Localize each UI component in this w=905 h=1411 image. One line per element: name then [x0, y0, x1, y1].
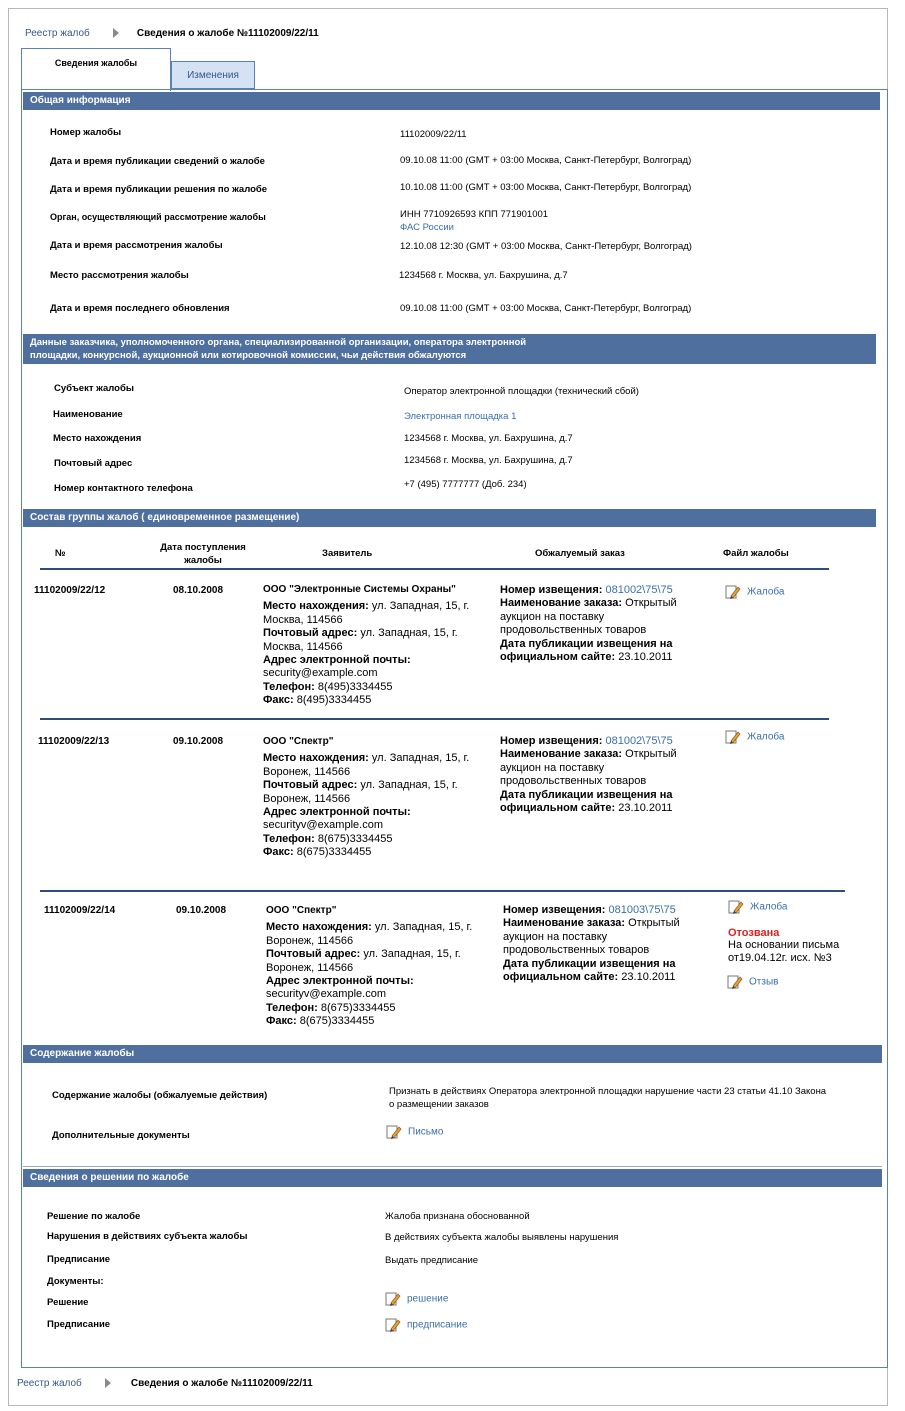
- order-pub-date-label: Дата публикации извещения на официальном сайте:: [503, 957, 676, 984]
- order-pub-date-label: Дата публикации извещения на официальном сайте:: [500, 788, 673, 815]
- pencil-document-icon: [725, 729, 741, 745]
- applicant-phone-label: Телефон:: [263, 680, 315, 693]
- order-pub-date: 23.10.2011: [618, 651, 673, 664]
- triangle-right-icon: [113, 28, 119, 38]
- value-complaint-number: 11102009/22/11: [400, 129, 467, 140]
- order-notice-link[interactable]: 081002\75\75: [605, 735, 673, 747]
- applicant-postal-label: Почтовый адрес:: [266, 948, 361, 961]
- decision-doc-file[interactable]: [385, 1291, 448, 1307]
- column-header-number: №: [55, 548, 66, 559]
- section-header-customer: [23, 334, 876, 364]
- applicant-location-label: Место нахождения:: [266, 921, 372, 934]
- applicant-location-label: Место нахождения:: [263, 600, 369, 613]
- decision-doc-link[interactable]: решение: [407, 1293, 449, 1305]
- breadcrumb-current: Сведения о жалобе №11102009/22/11: [136, 28, 319, 39]
- order-pub-date: 23.10.2011: [621, 971, 676, 984]
- order-notice-link[interactable]: 081002\75\75: [605, 584, 673, 596]
- row-applicant: [263, 735, 488, 860]
- applicant-postal: ул. Западная, 15, г. Воронеж, 114566: [266, 948, 461, 974]
- applicant-location-label: Место нахождения:: [263, 752, 369, 765]
- applicant-phone-label: Телефон:: [263, 832, 315, 845]
- order-notice-label: Номер извещения:: [500, 584, 603, 596]
- breadcrumb-registry-link[interactable]: Реестр жалоб: [17, 1378, 82, 1389]
- order-notice-label: Номер извещения:: [503, 904, 606, 916]
- breadcrumb-top: [25, 28, 319, 39]
- row-applicant: [263, 583, 488, 708]
- value-review-place: 1234568 г. Москва, ул. Бахрушина, д.7: [399, 270, 568, 281]
- status-withdrawn: Отозвана: [728, 927, 780, 939]
- applicant-postal-label: Почтовый адрес:: [263, 627, 358, 640]
- order-name-label: Наименование заказа:: [500, 597, 623, 610]
- row-date: 09.10.2008: [176, 905, 227, 916]
- value-decision: Жалоба признана обоснованной: [385, 1211, 530, 1222]
- order-pub-date: 23.10.2011: [618, 802, 673, 815]
- complaint-file[interactable]: [728, 899, 787, 915]
- section-divider: [23, 1166, 882, 1167]
- label-decision-doc: Решение: [47, 1297, 89, 1308]
- applicant-fax: 8(495)3334455: [296, 694, 372, 707]
- applicant-fax: 8(675)3334455: [299, 1015, 375, 1028]
- column-header-applicant: Заявитель: [322, 548, 373, 559]
- applicant-postal: ул. Западная, 15, г. Москва, 114566: [263, 627, 458, 653]
- label-location: Место нахождения: [53, 433, 142, 444]
- order-notice-label: Номер извещения:: [500, 735, 603, 747]
- value-last-update: 09.10.08 11:00 (GMT + 03:00 Москва, Санкт-Петербург, Волгоград): [400, 303, 692, 314]
- section-header-group: Состав группы жалоб ( единовременное размещение): [23, 509, 876, 527]
- link-electronic-platform[interactable]: Электронная площадка 1: [404, 411, 517, 422]
- value-prescription: Выдать предписание: [385, 1255, 479, 1266]
- order-name: Открытый аукцион на поставку продовольственных товаров: [500, 597, 677, 637]
- row-order: [503, 904, 703, 984]
- label-name: Наименование: [53, 409, 123, 420]
- row-number: 11102009/22/13: [38, 736, 110, 747]
- row-order: [500, 584, 700, 664]
- complaint-file[interactable]: [725, 729, 784, 745]
- section-header-general: Общая информация: [23, 92, 880, 110]
- applicant-email-label: Адрес электронной почты:: [263, 654, 411, 667]
- complaint-file-link[interactable]: Жалоба: [750, 901, 788, 913]
- pencil-document-icon: [386, 1124, 402, 1140]
- column-header-date-line2: жалобы: [184, 555, 222, 566]
- applicant-postal: ул. Западная, 15, г. Воронеж, 114566: [263, 779, 458, 805]
- order-name: Открытый аукцион на поставку продовольственных товаров: [503, 917, 680, 957]
- pencil-document-icon: [725, 584, 741, 600]
- column-header-date: [150, 541, 256, 567]
- applicant-postal-label: Почтовый адрес:: [263, 779, 358, 792]
- status-note-line1: На основании письма: [728, 939, 840, 951]
- row-divider: [40, 890, 845, 892]
- column-header-order: Обжалуемый заказ: [535, 548, 625, 559]
- applicant-location: ул. Западная, 15, г. Воронеж, 114566: [263, 752, 470, 778]
- value-postal-address: 1234568 г. Москва, ул. Бахрушина, д.7: [404, 455, 573, 466]
- breadcrumb-current: Сведения о жалобе №11102009/22/11: [130, 1378, 313, 1389]
- applicant-email: security@example.com: [263, 667, 378, 680]
- applicant-phone: 8(675)3334455: [320, 1001, 396, 1014]
- label-reviewing-authority: Орган, осуществляющий рассмотрение жалобы: [50, 212, 266, 222]
- applicant-fax-label: Факс:: [263, 694, 294, 707]
- section-header-customer-line2: площадки, конкурсной, аукционной или котировочной комиссии, чьи действия обжалуются: [30, 350, 467, 361]
- row-number: 11102009/22/12: [34, 585, 106, 596]
- row-divider: [40, 718, 829, 720]
- additional-doc-link[interactable]: Письмо: [408, 1126, 444, 1138]
- label-complaint-content: Содержание жалобы (обжалуемые действия): [52, 1090, 268, 1101]
- value-review-date: 12.10.08 12:30 (GMT + 03:00 Москва, Санкт-Петербург, Волгоград): [400, 241, 692, 252]
- applicant-email: securityv@example.com: [263, 819, 383, 832]
- section-header-content: Содержание жалобы: [23, 1045, 882, 1063]
- label-review-date: Дата и время рассмотрения жалобы: [50, 240, 223, 251]
- label-last-update: Дата и время последнего обновления: [50, 303, 230, 314]
- withdrawal-status: [728, 927, 839, 965]
- additional-doc-file[interactable]: [386, 1124, 443, 1140]
- breadcrumb-bottom: [17, 1378, 313, 1389]
- value-complaint-content-line1: Признать в действиях Оператора электронной площадки нарушение части 23 статьи 41.10 Закона: [389, 1086, 827, 1097]
- row-applicant: [266, 904, 491, 1029]
- applicant-location: ул. Западная, 15, г. Воронеж, 114566: [266, 921, 473, 947]
- applicant-phone: 8(495)3334455: [317, 680, 393, 693]
- value-publication-date: 09.10.08 11:00 (GMT + 03:00 Москва, Санкт-Петербург, Волгоград): [400, 155, 692, 166]
- applicant-name: ООО "Спектр": [266, 905, 337, 916]
- applicant-phone: 8(675)3334455: [317, 832, 393, 845]
- tab-changes[interactable]: Изменения: [171, 61, 255, 89]
- prescription-doc-link[interactable]: предписание: [407, 1319, 468, 1331]
- applicant-email-label: Адрес электронной почты:: [266, 975, 414, 988]
- applicant-location: ул. Западная, 15, г. Москва, 114566: [263, 600, 470, 626]
- value-location: 1234568 г. Москва, ул. Бахрушина, д.7: [404, 433, 573, 444]
- table-header-rule: [40, 568, 829, 570]
- triangle-right-icon: [105, 1378, 111, 1388]
- order-name: Открытый аукцион на поставку продовольственных товаров: [500, 748, 677, 788]
- breadcrumb-registry-link[interactable]: Реестр жалоб: [25, 28, 90, 39]
- complaint-file-link[interactable]: Жалоба: [747, 731, 785, 743]
- applicant-email-label: Адрес электронной почты:: [263, 806, 411, 819]
- label-publication-date: Дата и время публикации сведений о жалобе: [50, 156, 265, 167]
- applicant-fax-label: Факс:: [266, 1015, 297, 1028]
- label-complaint-number: Номер жалобы: [50, 127, 122, 138]
- label-decision-publication-date: Дата и время публикации решения по жалобе: [50, 184, 268, 195]
- value-violations: В действиях субъекта жалобы выявлены нарушения: [385, 1232, 619, 1243]
- complaint-file-link[interactable]: Жалоба: [747, 586, 785, 598]
- applicant-fax-label: Факс:: [263, 846, 294, 859]
- label-decision: Решение по жалобе: [47, 1211, 141, 1222]
- complaint-file[interactable]: [725, 584, 784, 600]
- label-review-place: Место рассмотрения жалобы: [50, 270, 189, 281]
- label-prescription: Предписание: [47, 1254, 111, 1265]
- applicant-fax: 8(675)3334455: [296, 846, 372, 859]
- row-date: 08.10.2008: [173, 585, 224, 596]
- row-date: 09.10.2008: [173, 736, 224, 747]
- link-fas-russia[interactable]: ФАС России: [400, 222, 454, 233]
- withdrawal-file[interactable]: [727, 974, 778, 990]
- withdrawal-file-link[interactable]: Отзыв: [749, 976, 779, 988]
- value-subject: Оператор электронной площадки (технический сбой): [404, 386, 639, 397]
- pencil-document-icon: [728, 899, 744, 915]
- section-header-decision: Сведения о решении по жалобе: [23, 1169, 882, 1187]
- value-phone: +7 (495) 7777777 (Доб. 234): [404, 479, 527, 490]
- value-complaint-content-line2: о размещении заказов: [389, 1099, 489, 1110]
- label-prescription-doc: Предписание: [47, 1319, 111, 1330]
- value-reviewing-authority: ИНН 7710926593 КПП 771901001: [400, 209, 549, 220]
- label-postal-address: Почтовый адрес: [54, 458, 133, 469]
- label-documents: Документы:: [47, 1276, 104, 1287]
- pencil-document-icon: [385, 1291, 401, 1307]
- label-phone: Номер контактного телефона: [54, 483, 193, 494]
- status-note-line2: от19.04.12г. исх. №3: [728, 952, 832, 964]
- applicant-email: securityv@example.com: [266, 988, 386, 1001]
- applicant-phone-label: Телефон:: [266, 1001, 318, 1014]
- row-order: [500, 735, 700, 815]
- order-name-label: Наименование заказа:: [500, 748, 623, 761]
- value-complaint-content: [389, 1085, 826, 1111]
- section-header-customer-line1: Данные заказчика, уполномоченного органа, специализированной организации, оператора электронной: [30, 337, 527, 348]
- label-additional-docs: Дополнительные документы: [52, 1130, 190, 1141]
- column-header-date-line1: Дата поступления: [160, 542, 246, 553]
- pencil-document-icon: [727, 974, 743, 990]
- label-subject: Субъект жалобы: [54, 383, 134, 394]
- tab-complaint-info[interactable]: Сведения жалобы: [21, 48, 171, 91]
- row-number: 11102009/22/14: [44, 905, 116, 916]
- applicant-name: ООО "Электронные Системы Охраны": [263, 584, 456, 595]
- order-pub-date-label: Дата публикации извещения на официальном сайте:: [500, 637, 673, 664]
- value-decision-publication-date: 10.10.08 11:00 (GMT + 03:00 Москва, Санкт-Петербург, Волгоград): [400, 182, 692, 193]
- prescription-doc-file[interactable]: [385, 1317, 467, 1333]
- pencil-document-icon: [385, 1317, 401, 1333]
- order-notice-link[interactable]: 081003\75\75: [608, 904, 676, 916]
- order-name-label: Наименование заказа:: [503, 917, 626, 930]
- applicant-name: ООО "Спектр": [263, 736, 334, 747]
- label-violations: Нарушения в действиях субъекта жалобы: [47, 1231, 248, 1242]
- column-header-file: Файл жалобы: [723, 548, 789, 559]
